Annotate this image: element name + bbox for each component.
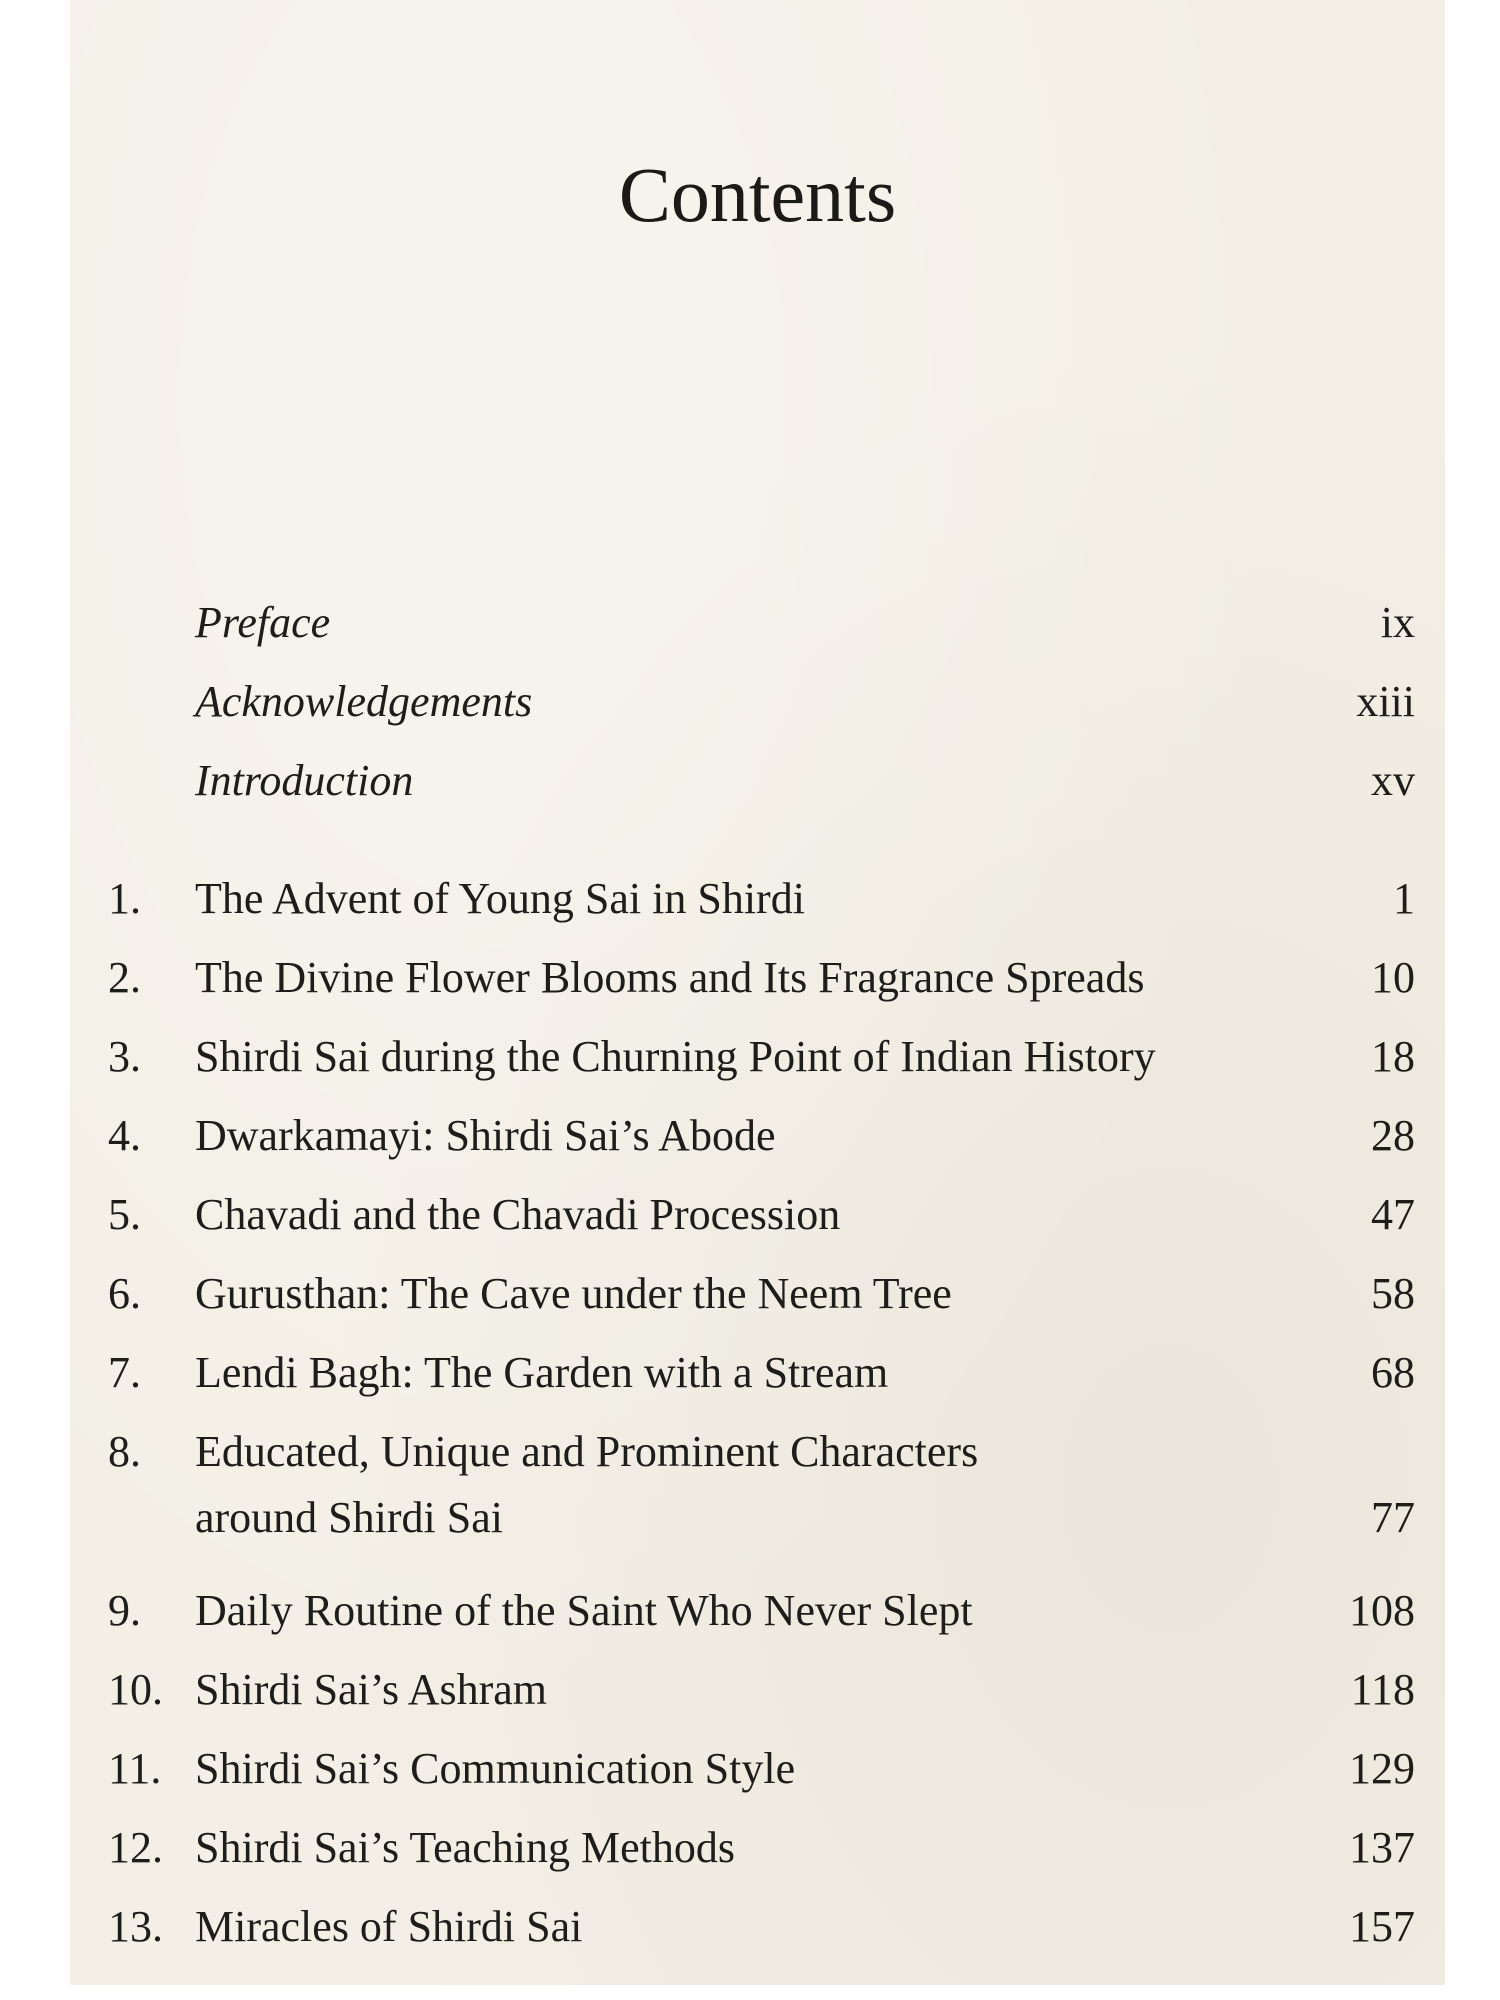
chapter-title: Daily Routine of the Saint Who Never Slept xyxy=(195,1586,973,1635)
chapter-number: 5. xyxy=(108,1190,141,1239)
chapter-page: 129 xyxy=(1349,1744,1415,1793)
chapter-number: 12. xyxy=(108,1823,163,1872)
chapter-page: 137 xyxy=(1349,1823,1415,1872)
chapter-number: 1. xyxy=(108,874,141,923)
toc-entry-title: Acknowledgements xyxy=(195,677,533,726)
chapter-title: Lendi Bagh: The Garden with a Stream xyxy=(195,1348,889,1397)
chapter-page: 10 xyxy=(1371,953,1415,1002)
chapter-title: Shirdi Sai’s Ashram xyxy=(195,1665,548,1714)
book-page xyxy=(70,0,1445,1985)
chapter-page: 157 xyxy=(1349,1902,1415,1951)
chapter-title: Shirdi Sai’s Communication Style xyxy=(195,1744,796,1793)
chapter-page: 47 xyxy=(1371,1190,1415,1239)
chapter-title: Gurusthan: The Cave under the Neem Tree xyxy=(195,1269,952,1318)
chapter-title: Shirdi Sai’s Teaching Methods xyxy=(195,1823,735,1872)
chapter-page: 58 xyxy=(1371,1269,1415,1318)
chapter-page: 18 xyxy=(1371,1032,1415,1081)
toc-chapter-8[interactable] xyxy=(70,1419,1445,1551)
toc-entry-page: ix xyxy=(1380,598,1415,647)
toc-entry-page: xv xyxy=(1371,756,1415,805)
chapter-number: 4. xyxy=(108,1111,141,1160)
chapter-page: 1 xyxy=(1393,874,1415,923)
chapter-title: Chavadi and the Chavadi Procession xyxy=(195,1190,841,1239)
chapter-title: The Advent of Young Sai in Shirdi xyxy=(195,874,805,923)
toc-entry-page: xiii xyxy=(1356,677,1415,726)
chapter-number: 9. xyxy=(108,1586,141,1635)
chapter-number: 6. xyxy=(108,1269,141,1318)
chapter-title: The Divine Flower Blooms and Its Fragrance Spreads xyxy=(195,953,1145,1002)
chapter-title xyxy=(195,1419,1275,1551)
chapter-number: 11. xyxy=(108,1744,162,1793)
chapter-number: 10. xyxy=(108,1665,163,1714)
chapter-page: 28 xyxy=(1371,1111,1415,1160)
chapter-title-line-2: around Shirdi Sai xyxy=(195,1493,503,1542)
chapter-number: 8. xyxy=(108,1427,141,1476)
chapter-title: Dwarkamayi: Shirdi Sai’s Abode xyxy=(195,1111,776,1160)
chapter-number: 7. xyxy=(108,1348,141,1397)
toc-entry-title: Introduction xyxy=(195,756,414,805)
page-title: Contents xyxy=(618,151,897,238)
chapter-title: Miracles of Shirdi Sai xyxy=(195,1902,583,1951)
toc-entry-title: Preface xyxy=(195,598,331,647)
chapter-number: 2. xyxy=(108,953,141,1002)
chapter-page: 68 xyxy=(1371,1348,1415,1397)
chapter-title-line-1: Educated, Unique and Prominent Characters xyxy=(195,1427,979,1476)
chapter-number: 3. xyxy=(108,1032,141,1081)
chapter-number: 13. xyxy=(108,1902,163,1951)
chapter-page: 108 xyxy=(1349,1586,1415,1635)
chapter-page: 77 xyxy=(1371,1493,1415,1542)
chapter-title: Shirdi Sai during the Churning Point of Indian History xyxy=(195,1032,1156,1081)
chapter-page: 118 xyxy=(1350,1665,1415,1714)
